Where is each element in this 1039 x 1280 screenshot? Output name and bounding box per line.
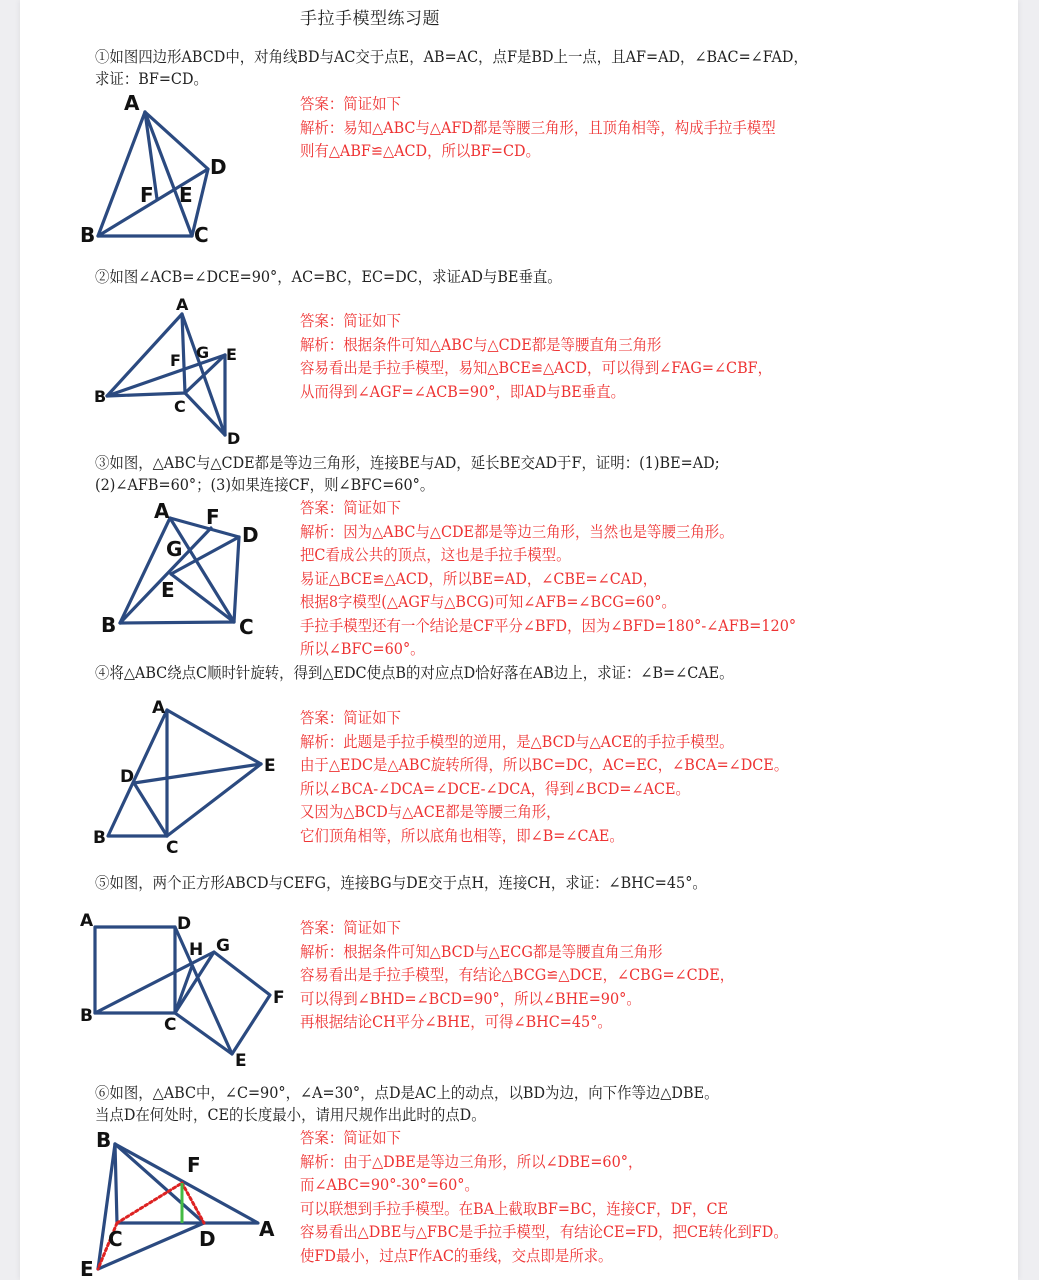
answer-line: 答案：简证如下 (300, 919, 401, 937)
label-C: C (166, 838, 179, 858)
question-line: ⑤如图，两个正方形ABCD与CEFG，连接BG与DE交于点H，连接CH，求证：∠BHC=45°。 (95, 874, 707, 892)
figure-5-two-squares (95, 927, 270, 1054)
label-F: F (187, 1153, 201, 1177)
figure-6-construction (98, 1183, 204, 1269)
question-line: ⑥如图，△ABC中，∠C=90°，∠A=30°，点D是AC上的动点，以BD为边，向下作等边△DBE。 (95, 1084, 719, 1102)
label-B: B (80, 1006, 93, 1026)
label-C: C (164, 1015, 177, 1035)
label-D: D (120, 767, 135, 787)
answer-line: 从而得到∠AGF=∠ACB=90°，即AD与BE垂直。 (300, 382, 626, 401)
label-B: B (96, 1128, 112, 1152)
question-line: 求证：BF=CD。 (95, 70, 208, 88)
label-F: F (273, 988, 285, 1008)
document-title: 手拉手模型练习题 (300, 9, 440, 29)
label-E: E (179, 183, 193, 207)
answer-line: 答案：简证如下 (300, 312, 401, 330)
question-line: ④将△ABC绕点C顺时针旋转，得到△EDC使点B的对应点D恰好落在AB边上，求证：∠B=∠CAE。 (95, 664, 734, 682)
label-B: B (93, 828, 106, 848)
answer-line: 答案：简证如下 (300, 709, 401, 727)
answer-line: 答案：简证如下 (300, 1129, 401, 1147)
label-D: D (177, 914, 192, 934)
label-C: C (194, 223, 209, 247)
question-line: 当点D在何处时，CE的长度最小，请用尺规作出此时的点D。 (95, 1106, 486, 1124)
answer-line: 解析：根据条件可知△ABC与△CDE都是等腰直角三角形 (300, 335, 662, 354)
answer-line: 容易看出是手拉手模型，易知△BCE≌△ACD，可以得到∠FAG=∠CBF， (300, 359, 773, 377)
label-E: E (264, 756, 276, 776)
figure-3-equilateral-triangles (120, 518, 239, 623)
label-G: G (166, 537, 183, 561)
answer-line: 解析：由于△DBE是等边三角形，所以∠DBE=60°， (300, 1152, 643, 1171)
label-B: B (80, 223, 96, 247)
answer-line: 容易看出是手拉手模型，有结论△BCG≌△DCE，∠CBG=∠CDE， (300, 966, 735, 984)
label-B: B (94, 387, 107, 406)
answer-line: 容易看出△DBE与△FBC是手拉手模型，有结论CE=FD，把CE转化到FD。 (300, 1223, 788, 1241)
answer-line: 解析：根据条件可知△BCD与△ECG都是等腰直角三角形 (300, 942, 663, 961)
answer-line: 所以∠BFC=60°。 (300, 640, 425, 658)
figure-2-right-triangles (107, 314, 225, 435)
answer-line: 则有△ABF≌△ACD，所以BF=CD。 (300, 142, 541, 160)
label-A: A (176, 295, 189, 314)
label-D: D (242, 523, 259, 547)
label-A: A (152, 698, 166, 718)
answer-line: 解析：易知△ABC与△AFD都是等腰三角形，且顶角相等，构成手拉手模型 (300, 118, 776, 137)
answer-line: 又因为△BCD与△ACE都是等腰三角形， (300, 803, 561, 821)
label-E: E (235, 1051, 247, 1071)
figure-1-quadrilateral (98, 112, 208, 236)
label-C: C (108, 1227, 123, 1251)
label-G: G (196, 343, 210, 362)
label-D: D (227, 429, 241, 448)
label-A: A (154, 499, 170, 523)
answer-line: 再根据结论CH平分∠BHE，可得∠BHC=45°。 (300, 1013, 612, 1031)
label-C: C (174, 397, 186, 416)
answer-line: 所以∠BCA-∠DCA=∠DCE-∠DCA，得到∠BCD=∠ACE。 (300, 779, 690, 798)
label-B: B (101, 613, 117, 637)
answer-line: 答案：简证如下 (300, 95, 401, 113)
answer-line: 解析：此题是手拉手模型的逆用，是△BCD与△ACE的手拉手模型。 (300, 732, 734, 751)
answer-line: 由于△EDC是△ABC旋转所得，所以BC=DC，AC=EC，∠BCA=∠DCE。 (300, 756, 789, 774)
label-A: A (259, 1217, 275, 1241)
label-G: G (216, 936, 230, 956)
label-A: A (124, 91, 140, 115)
answer-line: 它们顶角相等，所以底角也相等，即∠B=∠CAE。 (300, 826, 624, 845)
label-E: E (80, 1257, 94, 1280)
question-line: ②如图∠ACB=∠DCE=90°，AC=BC，EC=DC，求证AD与BE垂直。 (95, 268, 562, 286)
label-E: E (161, 578, 175, 602)
answer-line: 答案：简证如下 (300, 499, 401, 517)
label-D: D (199, 1227, 216, 1251)
answer-line: 把C看成公共的顶点，这也是手拉手模型。 (300, 546, 571, 564)
label-F: F (206, 505, 220, 529)
question-line: ③如图，△ABC与△CDE都是等边三角形，连接BE与AD，延长BE交AD于F，证明：(1)BE=AD; (95, 454, 720, 472)
answer-line: 解析：因为△ABC与△CDE都是等边三角形，当然也是等腰三角形。 (300, 522, 734, 541)
label-H: H (189, 940, 204, 960)
label-F: F (140, 183, 154, 207)
answer-line: 根据8字模型(△AGF与△BCG)可知∠AFB=∠BCG=60°。 (300, 593, 676, 611)
label-C: C (239, 615, 254, 639)
question-line: ①如图四边形ABCD中，对角线BD与AC交于点E，AB=AC，点F是BD上一点，且AF=AD，∠BAC=∠FAD， (95, 48, 808, 66)
answer-line: 而∠ABC=90°-30°=60°。 (300, 1176, 479, 1194)
question-line: (2)∠AFB=60°；(3)如果连接CF，则∠BFC=60°。 (95, 476, 435, 494)
label-F: F (170, 351, 181, 370)
label-D: D (210, 155, 227, 179)
answer-line: 手拉手模型还有一个结论是CF平分∠BFD，因为∠BFD=180°-∠AFB=120° (300, 616, 797, 635)
label-E: E (226, 345, 237, 364)
label-A: A (80, 911, 94, 931)
answer-line: 使FD最小，过点F作AC的垂线，交点即是所求。 (300, 1246, 613, 1265)
answer-line: 易证△BCE≌△ACD，所以BE=AD，∠CBE=∠CAD， (300, 569, 658, 588)
answer-line: 可以得到∠BHD=∠BCD=90°，所以∠BHE=90°。 (300, 989, 641, 1008)
answer-line: 可以联想到手拉手模型。在BA上截取BF=BC，连接CF，DF，CE (300, 1199, 729, 1218)
